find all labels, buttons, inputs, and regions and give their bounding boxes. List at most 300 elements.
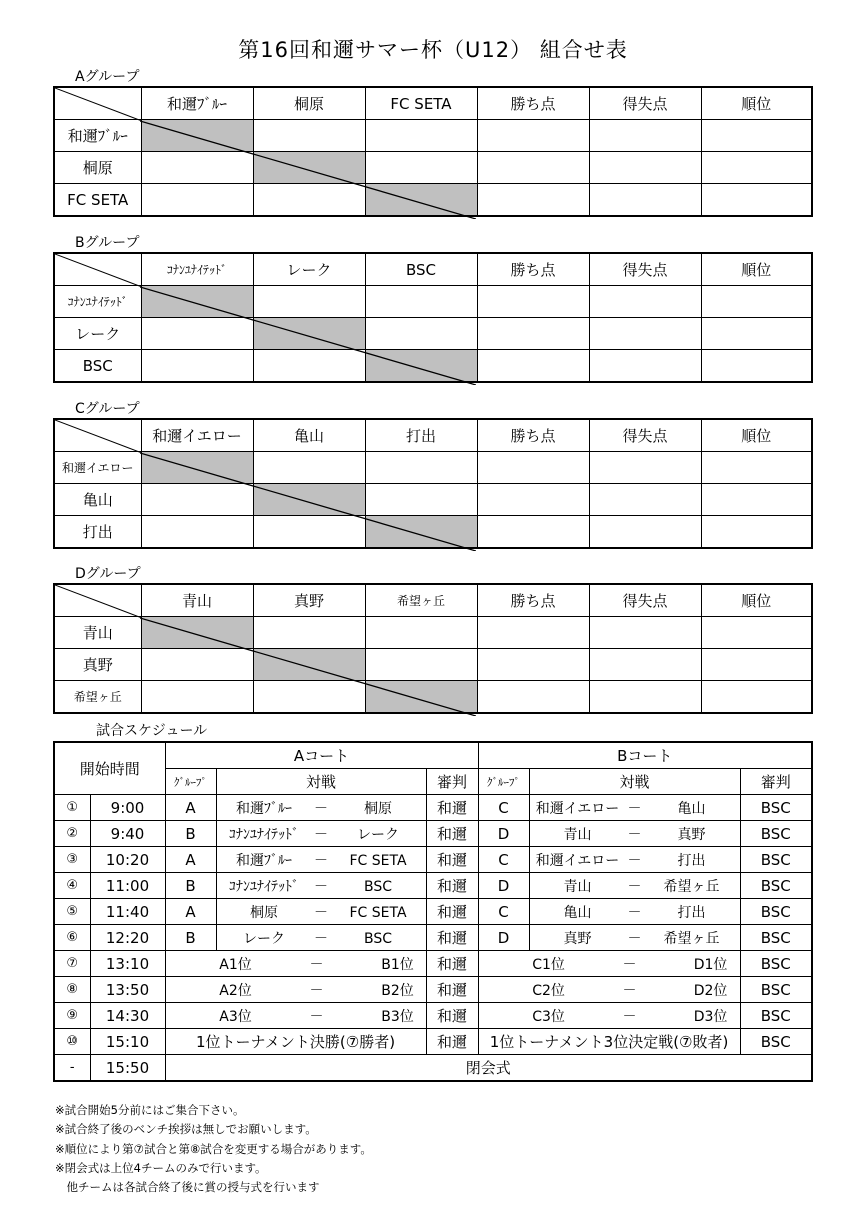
team-name: 真野	[677, 826, 706, 843]
page-title: 第16回和邇サマー杯（U12） 組合せ表	[238, 38, 628, 62]
col-match: 対戦	[529, 769, 740, 795]
row-team: 青山	[54, 617, 141, 649]
team-name: 和邇ﾌﾞﾙｰ	[236, 852, 293, 869]
gd-cell	[589, 617, 701, 649]
court-a-match	[216, 873, 426, 899]
col-referee: 審判	[740, 769, 812, 795]
points-cell	[477, 484, 589, 516]
points-cell	[477, 681, 589, 714]
result-cell	[253, 184, 365, 217]
gd-cell	[589, 184, 701, 217]
col-goal-diff: 得失点	[589, 253, 701, 286]
col-points: 勝ち点	[477, 419, 589, 452]
col-team: BSC	[365, 253, 477, 286]
self-cell	[253, 152, 365, 184]
court-a-match	[216, 847, 426, 873]
team-name: C3位	[532, 1008, 565, 1025]
col-match: 対戦	[216, 769, 426, 795]
note: ※順位により第⑦試合と第⑧試合を変更する場合があります。	[55, 1141, 372, 1156]
result-cell	[365, 318, 477, 350]
table-row	[54, 847, 812, 873]
table-row	[54, 951, 812, 977]
group-letter: A	[165, 847, 216, 873]
row-team: FC SETA	[54, 184, 141, 217]
team-name: 亀山	[677, 800, 706, 817]
team-name: B1位	[381, 956, 414, 973]
col-team: 亀山	[253, 419, 365, 452]
table-row	[54, 1029, 812, 1055]
col-group: ｸﾞﾙｰﾌﾟ	[478, 769, 529, 795]
row-team: 桐原	[54, 152, 141, 184]
result-cell	[365, 286, 477, 318]
group-b-label: Bグループ	[75, 235, 140, 251]
versus-dash: －	[314, 904, 329, 921]
team-name: D3位	[693, 1008, 728, 1025]
table-row	[54, 617, 812, 649]
versus-dash: －	[627, 852, 642, 869]
table-row	[54, 516, 812, 549]
rank-cell	[701, 184, 812, 217]
team-name: C1位	[532, 956, 565, 973]
self-cell	[141, 120, 253, 152]
versus-dash: －	[314, 930, 329, 947]
group-letter: D	[478, 925, 529, 951]
result-cell	[141, 318, 253, 350]
result-cell	[141, 484, 253, 516]
group-letter: D	[478, 821, 529, 847]
rank-cell	[701, 350, 812, 383]
points-cell	[477, 617, 589, 649]
team-name: ｺﾅﾝﾕﾅｲﾃｯﾄﾞ	[229, 826, 300, 843]
team-name: B2位	[381, 982, 414, 999]
group-c-label: Cグループ	[75, 401, 140, 417]
rank-cell	[701, 318, 812, 350]
col-goal-diff: 得失点	[589, 87, 701, 120]
court-b-match	[529, 795, 740, 821]
header-row	[54, 584, 812, 617]
team-name: FC SETA	[349, 852, 407, 869]
referee: 和邇	[426, 925, 478, 951]
rank-cell	[701, 120, 812, 152]
points-cell	[477, 318, 589, 350]
gd-cell	[589, 484, 701, 516]
start-time: 9:00	[90, 795, 165, 821]
team-name: 希望ヶ丘	[663, 878, 720, 895]
result-cell	[141, 152, 253, 184]
table-row	[54, 795, 812, 821]
rank-cell	[701, 286, 812, 318]
rank-cell	[701, 617, 812, 649]
col-points: 勝ち点	[477, 253, 589, 286]
start-time: 15:10	[90, 1029, 165, 1055]
versus-dash: －	[314, 826, 329, 843]
table-row	[54, 681, 812, 714]
referee: 和邇	[426, 1003, 478, 1029]
versus-dash: －	[627, 878, 642, 895]
notes	[55, 1101, 372, 1197]
court-a-final: 1位トーナメント決勝(⑦勝者)	[165, 1029, 426, 1055]
team-name: レーク	[357, 826, 400, 843]
note: ※試合終了後のベンチ挨拶は無しでお願いします。	[55, 1122, 317, 1137]
referee: BSC	[740, 795, 812, 821]
referee: 和邇	[426, 1029, 478, 1055]
referee: 和邇	[426, 821, 478, 847]
result-cell	[253, 120, 365, 152]
court-a-match	[165, 951, 426, 977]
group-letter: B	[165, 873, 216, 899]
result-cell	[365, 484, 477, 516]
court-b-match	[529, 925, 740, 951]
table-row	[54, 484, 812, 516]
col-start-time: 開始時間	[54, 742, 165, 795]
note: ※試合開始5分前にはご集合下さい。	[55, 1103, 245, 1117]
versus-dash: －	[627, 800, 642, 817]
col-team: FC SETA	[365, 87, 477, 120]
referee: BSC	[740, 847, 812, 873]
self-cell	[141, 452, 253, 484]
corner-cell	[54, 584, 141, 617]
col-team: 打出	[365, 419, 477, 452]
start-time: 10:20	[90, 847, 165, 873]
court-b-match	[529, 873, 740, 899]
versus-dash: －	[314, 800, 329, 817]
table-row	[54, 318, 812, 350]
team-name: 希望ヶ丘	[663, 930, 720, 947]
court-b-match	[478, 951, 740, 977]
self-cell	[141, 617, 253, 649]
rank-cell	[701, 649, 812, 681]
row-team: 和邇イエロー	[54, 452, 141, 484]
team-name: 打出	[677, 904, 706, 921]
self-cell	[253, 649, 365, 681]
team-name: ｺﾅﾝﾕﾅｲﾃｯﾄﾞ	[229, 878, 300, 895]
schedule-label: 試合スケジュール	[96, 723, 208, 739]
match-number: ③	[54, 847, 90, 873]
group-letter: A	[165, 795, 216, 821]
versus-dash: －	[627, 826, 642, 843]
versus-dash: －	[309, 982, 324, 999]
team-name: 和邇イエロー	[535, 800, 620, 817]
points-cell	[477, 152, 589, 184]
group-a-label: Aグループ	[75, 69, 140, 85]
gd-cell	[589, 350, 701, 383]
col-goal-diff: 得失点	[589, 584, 701, 617]
versus-dash: －	[622, 956, 637, 973]
group-d-table	[53, 583, 813, 714]
col-team: 青山	[141, 584, 253, 617]
group-letter: B	[165, 821, 216, 847]
group-letter: D	[478, 873, 529, 899]
referee: 和邇	[426, 977, 478, 1003]
team-name: レーク	[243, 930, 286, 947]
points-cell	[477, 452, 589, 484]
result-cell	[253, 350, 365, 383]
court-a-match	[216, 925, 426, 951]
gd-cell	[589, 516, 701, 549]
schedule-subheader-row	[54, 769, 812, 795]
self-cell	[365, 184, 477, 217]
team-name: 打出	[677, 852, 706, 869]
court-b-header: Bコート	[478, 742, 812, 769]
team-name: 和邇ﾌﾞﾙｰ	[236, 800, 293, 817]
col-rank: 順位	[701, 253, 812, 286]
corner-diagonal	[55, 585, 142, 618]
table-row	[54, 899, 812, 925]
gd-cell	[589, 120, 701, 152]
match-number: ⑩	[54, 1029, 90, 1055]
points-cell	[477, 649, 589, 681]
referee: BSC	[740, 873, 812, 899]
match-number: ①	[54, 795, 90, 821]
referee: 和邇	[426, 795, 478, 821]
result-cell	[365, 649, 477, 681]
team-name: BSC	[364, 930, 393, 947]
row-team: BSC	[54, 350, 141, 383]
header-row	[54, 253, 812, 286]
team-name: C2位	[532, 982, 565, 999]
col-team: 真野	[253, 584, 365, 617]
team-name: A3位	[219, 1008, 252, 1025]
court-b-match	[478, 977, 740, 1003]
col-team: 桐原	[253, 87, 365, 120]
schedule-header-row	[54, 742, 812, 769]
note: ※閉会式は上位4チームのみで行います。	[55, 1160, 267, 1175]
group-letter: C	[478, 847, 529, 873]
closing-ceremony: 閉会式	[165, 1055, 812, 1082]
versus-dash: －	[627, 930, 642, 947]
group-letter: C	[478, 899, 529, 925]
start-time: 12:20	[90, 925, 165, 951]
team-name: D1位	[693, 956, 728, 973]
match-number: ⑧	[54, 977, 90, 1003]
corner-diagonal	[55, 254, 142, 287]
schedule-table	[53, 741, 813, 1082]
placement-rows	[54, 951, 812, 1029]
result-cell	[365, 452, 477, 484]
header-row	[54, 87, 812, 120]
referee: BSC	[740, 1003, 812, 1029]
referee: 和邇	[426, 873, 478, 899]
referee: BSC	[740, 977, 812, 1003]
versus-dash: －	[309, 1008, 324, 1025]
table-row	[54, 452, 812, 484]
court-a-match	[216, 821, 426, 847]
match-number: ②	[54, 821, 90, 847]
note: 他チームは各試合終了後に賞の授与式を行います	[55, 1180, 320, 1195]
versus-dash: －	[314, 878, 329, 895]
team-name: 青山	[563, 826, 592, 843]
start-time: 13:50	[90, 977, 165, 1003]
group-a-table	[53, 86, 813, 217]
points-cell	[477, 350, 589, 383]
col-team: レーク	[253, 253, 365, 286]
col-team: 和邇イエロー	[141, 419, 253, 452]
rank-cell	[701, 516, 812, 549]
court-a-match	[216, 899, 426, 925]
row-team: 打出	[54, 516, 141, 549]
result-cell	[365, 152, 477, 184]
versus-dash: －	[627, 904, 642, 921]
result-cell	[253, 516, 365, 549]
table-row	[54, 350, 812, 383]
group-letter: A	[165, 899, 216, 925]
referee: BSC	[740, 951, 812, 977]
gd-cell	[589, 452, 701, 484]
gd-cell	[589, 681, 701, 714]
result-cell	[253, 286, 365, 318]
result-cell	[141, 681, 253, 714]
team-name: A2位	[219, 982, 252, 999]
court-a-match	[165, 977, 426, 1003]
court-b-match	[529, 847, 740, 873]
start-time: 15:50	[90, 1055, 165, 1082]
referee: 和邇	[426, 847, 478, 873]
result-cell	[141, 350, 253, 383]
corner-cell	[54, 419, 141, 452]
self-cell	[365, 516, 477, 549]
col-referee: 審判	[426, 769, 478, 795]
team-name: A1位	[219, 956, 252, 973]
referee: 和邇	[426, 951, 478, 977]
team-name: D2位	[693, 982, 728, 999]
team-name: BSC	[364, 878, 393, 895]
self-cell	[253, 318, 365, 350]
table-row	[54, 821, 812, 847]
versus-dash: －	[314, 852, 329, 869]
corner-diagonal	[55, 420, 142, 453]
self-cell	[141, 286, 253, 318]
rank-cell	[701, 152, 812, 184]
col-rank: 順位	[701, 584, 812, 617]
match-number: ⑥	[54, 925, 90, 951]
result-cell	[365, 617, 477, 649]
col-team: 和邇ﾌﾞﾙｰ	[141, 87, 253, 120]
start-time: 13:10	[90, 951, 165, 977]
gd-cell	[589, 649, 701, 681]
self-cell	[253, 484, 365, 516]
court-a-match	[165, 1003, 426, 1029]
result-cell	[253, 452, 365, 484]
col-points: 勝ち点	[477, 87, 589, 120]
points-cell	[477, 120, 589, 152]
table-row	[54, 1055, 812, 1082]
row-team: レーク	[54, 318, 141, 350]
group-letter: C	[478, 795, 529, 821]
corner-cell	[54, 253, 141, 286]
table-row	[54, 1003, 812, 1029]
team-name: 亀山	[563, 904, 592, 921]
team-name: FC SETA	[349, 904, 407, 921]
team-name: 桐原	[364, 800, 393, 817]
match-number: ⑤	[54, 899, 90, 925]
versus-dash: －	[309, 956, 324, 973]
table-row	[54, 286, 812, 318]
group-stage-rows	[54, 795, 812, 951]
team-name: 真野	[563, 930, 592, 947]
gd-cell	[589, 318, 701, 350]
points-cell	[477, 184, 589, 217]
col-rank: 順位	[701, 419, 812, 452]
match-number: -	[54, 1055, 90, 1082]
row-team: 希望ヶ丘	[54, 681, 141, 714]
start-time: 9:40	[90, 821, 165, 847]
row-team: 亀山	[54, 484, 141, 516]
points-cell	[477, 286, 589, 318]
result-cell	[141, 184, 253, 217]
referee: 和邇	[426, 899, 478, 925]
result-cell	[253, 681, 365, 714]
court-a-header: Aコート	[165, 742, 478, 769]
rank-cell	[701, 452, 812, 484]
match-number: ④	[54, 873, 90, 899]
self-cell	[365, 350, 477, 383]
court-b-final: 1位トーナメント3位決定戦(⑦敗者)	[478, 1029, 740, 1055]
col-goal-diff: 得失点	[589, 419, 701, 452]
table-row	[54, 649, 812, 681]
table-row	[54, 120, 812, 152]
start-time: 14:30	[90, 1003, 165, 1029]
referee: BSC	[740, 925, 812, 951]
table-row	[54, 925, 812, 951]
referee: BSC	[740, 1029, 812, 1055]
gd-cell	[589, 286, 701, 318]
col-team: ｺﾅﾝﾕﾅｲﾃｯﾄﾞ	[141, 253, 253, 286]
result-cell	[253, 617, 365, 649]
result-cell	[365, 120, 477, 152]
team-name: 青山	[563, 878, 592, 895]
self-cell	[365, 681, 477, 714]
referee: BSC	[740, 899, 812, 925]
table-row	[54, 184, 812, 217]
result-cell	[141, 649, 253, 681]
result-cell	[141, 516, 253, 549]
team-name: 桐原	[250, 904, 279, 921]
rank-cell	[701, 681, 812, 714]
group-d-label: Dグループ	[75, 566, 141, 582]
col-group: ｸﾞﾙｰﾌﾟ	[165, 769, 216, 795]
referee: BSC	[740, 821, 812, 847]
table-row	[54, 977, 812, 1003]
group-c-table	[53, 418, 813, 549]
row-team: 真野	[54, 649, 141, 681]
col-rank: 順位	[701, 87, 812, 120]
points-cell	[477, 516, 589, 549]
col-team: 希望ヶ丘	[365, 584, 477, 617]
corner-diagonal	[55, 88, 142, 121]
versus-dash: －	[622, 982, 637, 999]
header-row	[54, 419, 812, 452]
rank-cell	[701, 484, 812, 516]
match-number: ⑨	[54, 1003, 90, 1029]
team-name: B3位	[381, 1008, 414, 1025]
start-time: 11:00	[90, 873, 165, 899]
group-b-table	[53, 252, 813, 383]
table-row	[54, 152, 812, 184]
row-team: 和邇ﾌﾞﾙｰ	[54, 120, 141, 152]
court-b-match	[529, 821, 740, 847]
court-b-match	[478, 1003, 740, 1029]
row-team: ｺﾅﾝﾕﾅｲﾃｯﾄﾞ	[54, 286, 141, 318]
group-letter: B	[165, 925, 216, 951]
table-row	[54, 873, 812, 899]
start-time: 11:40	[90, 899, 165, 925]
team-name: 和邇イエロー	[535, 852, 620, 869]
col-points: 勝ち点	[477, 584, 589, 617]
match-number: ⑦	[54, 951, 90, 977]
court-b-match	[529, 899, 740, 925]
versus-dash: －	[622, 1008, 637, 1025]
gd-cell	[589, 152, 701, 184]
